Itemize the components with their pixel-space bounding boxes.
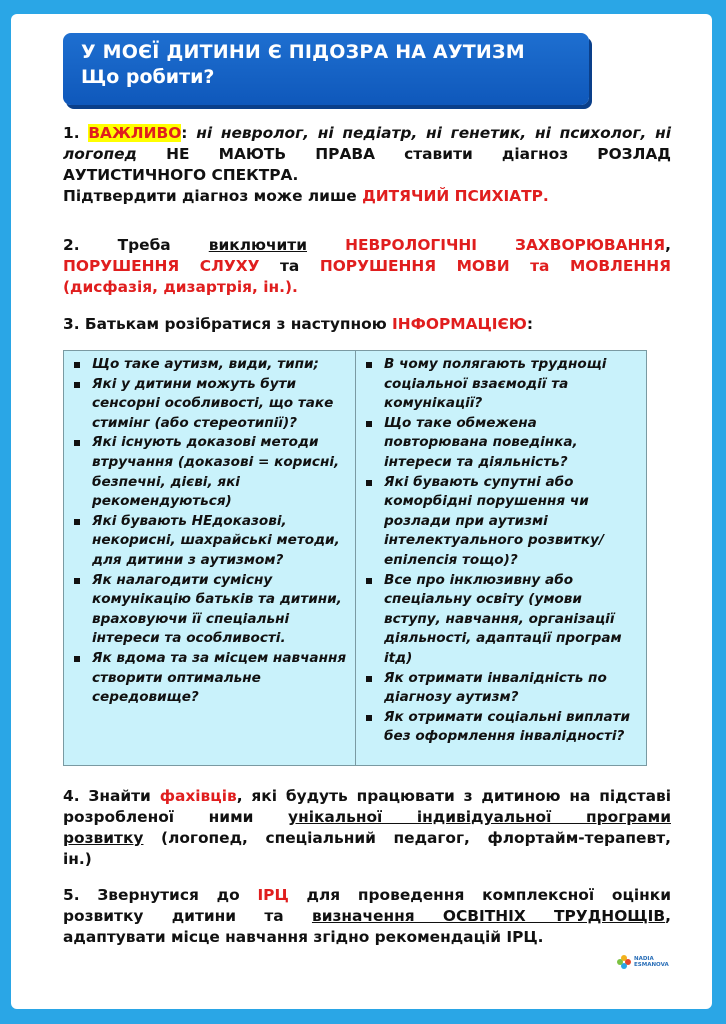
section-2: [63, 235, 671, 298]
section-1-italic-word: логопед: [63, 145, 137, 163]
section-5-text3: розвитку дитини та: [63, 907, 284, 925]
development-text: розвитку: [63, 829, 144, 847]
left-item: Які у дитини можуть бути сенсорні особливості, що таке стимінг (або стереотипії)?: [70, 375, 349, 434]
left-item: Як налагодити сумісну комунікацію батьків та дитини, враховуючи її спеціальні інтереси та особливості.: [70, 571, 349, 649]
information-text: ІНФОРМАЦІЄЮ: [392, 315, 527, 333]
important-highlight: ВАЖЛИВО: [88, 124, 182, 142]
right-item: Як отримати соціальні виплати без оформлення інвалідності?: [362, 708, 640, 747]
section-2-comma: ,: [665, 236, 672, 254]
section-4-text3: розробленої ними: [63, 808, 254, 826]
section-1-number: 1.: [63, 124, 80, 142]
irc-text: ІРЦ: [257, 886, 289, 904]
section-5-comma: ,: [665, 907, 671, 925]
section-2-and: та: [279, 257, 300, 275]
section-4: [63, 786, 671, 870]
right-item: В чому полягають труднощі соціальної взаємодії та комунікації?: [362, 355, 640, 414]
left-item: Як вдома та за місцем навчання створити оптимальне середовище?: [70, 649, 349, 708]
left-list: [70, 355, 349, 708]
neuro-diseases-text: НЕВРОЛОГІЧНІ ЗАХВОРЮВАННЯ: [345, 236, 666, 254]
section-4-text5: ін.): [63, 850, 92, 868]
section-1-line4: Підтвердити діагноз може лише: [63, 187, 357, 205]
section-4-text4: (логопед, спеціальний педагог, флортайм-терапевт,: [161, 829, 671, 847]
specialists-text: фахівців: [159, 787, 237, 805]
speech-text: ПОРУШЕННЯ МОВИ та МОВЛЕННЯ: [319, 257, 671, 275]
right-list: [362, 355, 640, 747]
section-2-text: Треба: [117, 236, 171, 254]
section-2-number: 2.: [63, 236, 80, 254]
info-table-left-column: [64, 351, 355, 765]
title-banner: [63, 33, 589, 105]
section-3-text: 3. Батькам розібратися з наступною: [63, 315, 387, 333]
hearing-text: ПОРУШЕННЯ СЛУХУ: [63, 257, 260, 275]
logo-line2: ESMANOVA: [634, 962, 669, 968]
info-table: [63, 350, 647, 766]
section-1-line2: НЕ МАЮТЬ ПРАВА ставити діагноз РОЗЛАД: [166, 145, 672, 163]
exclude-text: виключити: [208, 236, 308, 254]
author-logo: [617, 953, 673, 971]
section-3-colon: :: [526, 315, 534, 333]
page-title: У МОЄЇ ДИТИНИ Є ПІДОЗРА НА АУТИЗМ: [81, 41, 525, 63]
section-5-text4: адаптувати місце навчання згідно рекомендацій ІРЦ.: [63, 928, 544, 946]
section-1: [63, 123, 671, 207]
logo-line1: NADIA: [634, 956, 654, 962]
left-item: Які існують доказові методи втручання (доказові = корисні, безпечні, дієві, які рекомендуються): [70, 433, 349, 511]
section-4-text1: 4. Знайти: [63, 787, 151, 805]
section-4-text2: , які будуть працювати з дитиною на підставі: [236, 787, 672, 805]
educational-difficulties-text: визначення ОСВІТНІХ ТРУДНОЩІВ: [311, 907, 666, 925]
child-psychiatrist-text: ДИТЯЧИЙ ПСИХІАТР.: [362, 187, 549, 205]
left-item: Які бувають НЕдоказові, некорисні, шахрайські методи, для дитини з аутизмом?: [70, 512, 349, 571]
info-table-right-column: [355, 351, 646, 765]
section-1-line3: АУТИСТИЧНОГО СПЕКТРА.: [63, 166, 299, 184]
section-5: [63, 885, 671, 948]
right-item: Які бувають супутні або коморбідні порушення чи розлади при аутизмі інтелектуального розвитку/ епілепсія тощо)?: [362, 473, 640, 571]
flower-icon: [617, 955, 631, 969]
right-item: Все про інклюзивну або спеціальну освіту (умови вступу, навчання, організації діяльності, адаптації програм itд): [362, 571, 640, 669]
section-5-text1: 5. Звернутися до: [63, 886, 240, 904]
right-item: Як отримати інвалідність по діагнозу аутизм?: [362, 669, 640, 708]
section-1-colon: :: [181, 124, 188, 142]
section-3: [63, 314, 671, 335]
individual-program-text: унікальної індивідуальної програми: [288, 808, 671, 826]
right-item: Що таке обмежена повторювана поведінка, інтереси та діяльність?: [362, 414, 640, 473]
section-5-text2: для проведення комплексної оцінки: [306, 886, 672, 904]
page-subtitle: Що робити?: [81, 66, 215, 88]
section-1-italic-line1: ні невролог, ні педіатр, ні генетик, ні психолог, ні: [196, 124, 672, 142]
left-item: Що таке аутизм, види, типи;: [70, 355, 349, 375]
section-2-examples: (дисфазія, дизартрія, ін.).: [63, 278, 298, 296]
